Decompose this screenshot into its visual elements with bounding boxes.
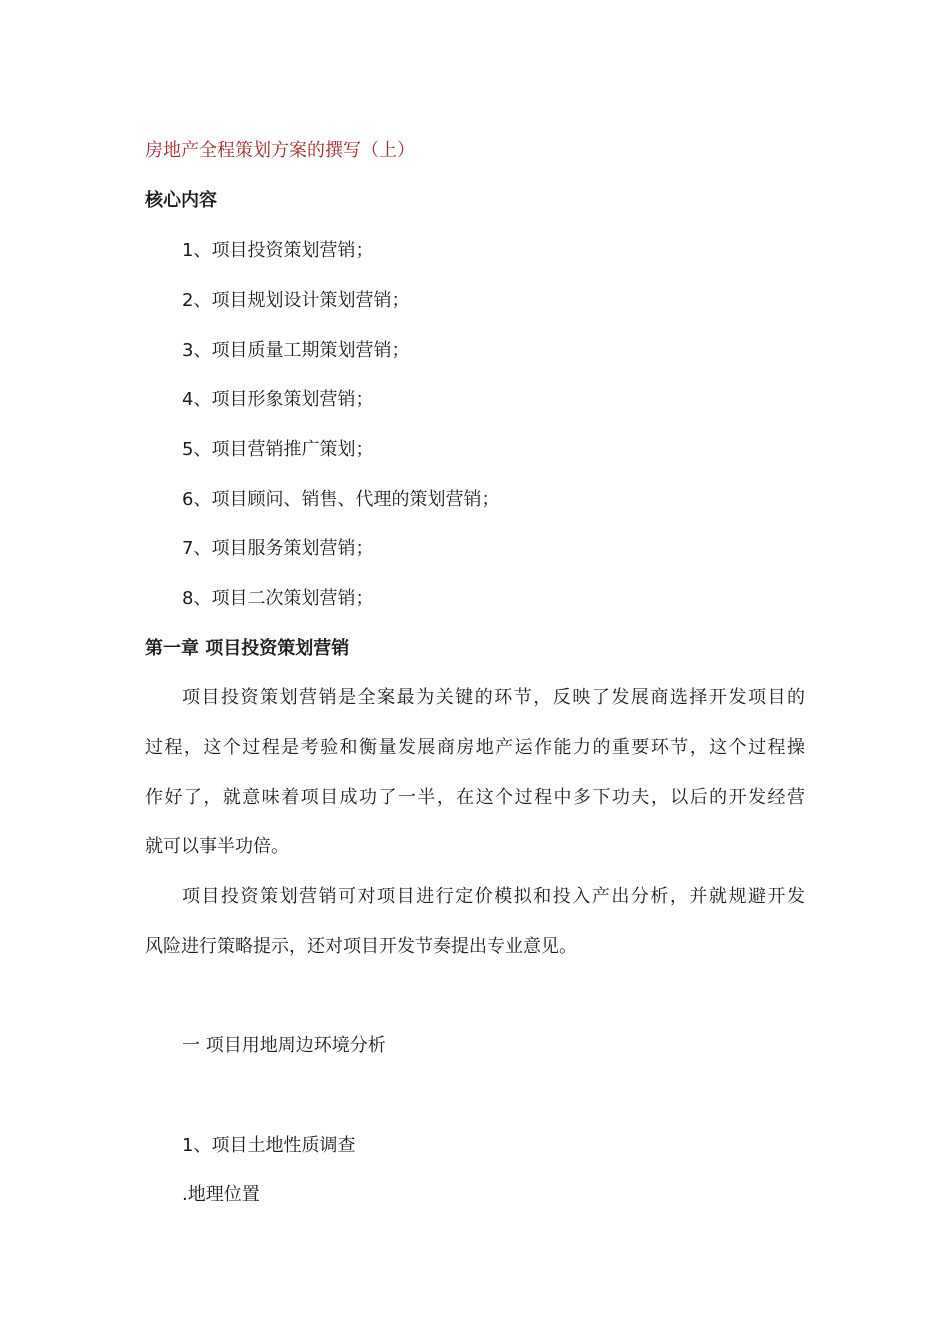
- subsection1-heading: 1、项目土地性质调查: [182, 1135, 356, 1156]
- item-geographic-location: .地理位置: [182, 1184, 260, 1205]
- para1-line-1: 项目投资策划营销是全案最为关键的环节，反映了发展商选择开发项目的: [182, 687, 805, 708]
- core-item-4: 4、项目形象策划营销；: [182, 389, 374, 410]
- para2-line-2: 风险进行策略提示，还对项目开发节奏提出专业意见。: [145, 936, 577, 957]
- para1-line-2: 过程，这个过程是考验和衡量发展商房地产运作能力的重要环节，这个过程操: [145, 737, 805, 758]
- core-item-7: 7、项目服务策划营销；: [182, 538, 374, 559]
- core-item-5: 5、项目营销推广策划；: [182, 439, 374, 460]
- para2-line-1: 项目投资策划营销可对项目进行定价模拟和投入产出分析，并就规避开发: [182, 886, 805, 907]
- document-title: 房地产全程策划方案的撰写（上）: [145, 140, 415, 161]
- para1-line-4: 就可以事半功倍。: [145, 836, 289, 857]
- core-item-2: 2、项目规划设计策划营销；: [182, 290, 410, 311]
- core-item-6: 6、项目顾问、销售、代理的策划营销；: [182, 489, 500, 510]
- core-item-1: 1、项目投资策划营销；: [182, 240, 374, 261]
- core-item-3: 3、项目质量工期策划营销；: [182, 340, 410, 361]
- section1-heading: 一 项目用地周边环境分析: [182, 1035, 386, 1056]
- chapter1-heading: 第一章 项目投资策划营销: [145, 638, 350, 659]
- core-content-heading: 核心内容: [145, 190, 217, 211]
- core-item-8: 8、项目二次策划营销；: [182, 588, 374, 609]
- para1-line-3: 作好了，就意味着项目成功了一半，在这个过程中多下功夫，以后的开发经营: [145, 787, 805, 808]
